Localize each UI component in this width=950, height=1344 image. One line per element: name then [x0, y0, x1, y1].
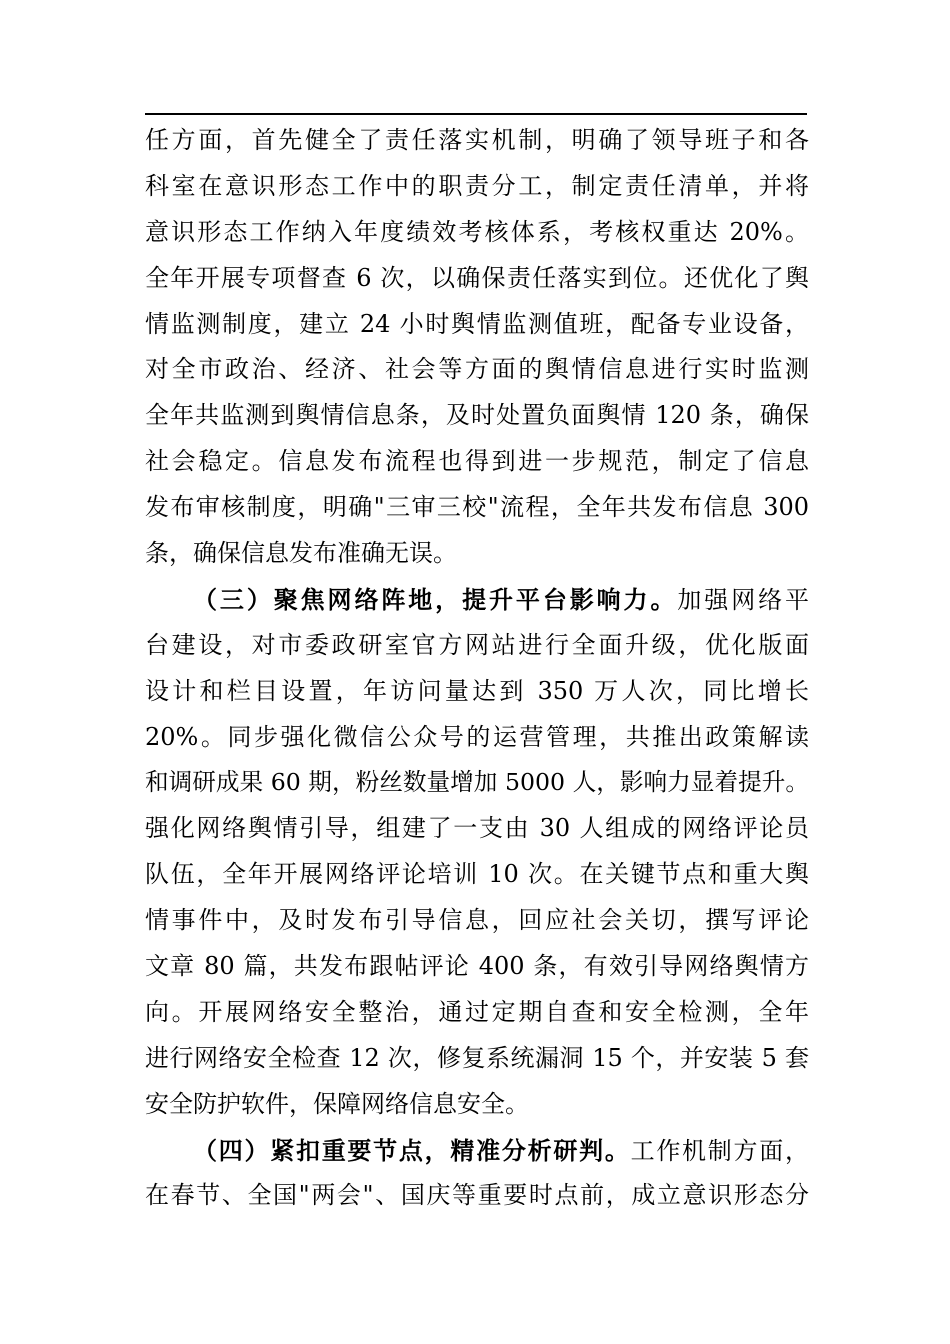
text-line: 条，确保信息发布准确无误。 [145, 539, 457, 568]
text-line: 和调研成果 60 期，粉丝数量增加 5000 人，影响力显着提升。 [145, 768, 809, 797]
text-line: 社会稳定。信息发布流程也得到进一步规范，制定了信息 [145, 447, 809, 476]
text-line: 进行网络安全检查 12 次，修复系统漏洞 15 个，并安装 5 套 [145, 1043, 809, 1072]
text-line: 在春节、全国"两会"、国庆等重要时点前，成立意识形态分 [145, 1181, 809, 1210]
header-rule [145, 113, 807, 115]
section-4-first-line-text: 工作机制方面， [630, 1136, 810, 1165]
text-line: 情事件中，及时发布引导信息，回应社会关切，撰写评论 [145, 906, 809, 935]
text-line: 科室在意识形态工作中的职责分工，制定责任清单，并将 [145, 171, 809, 200]
section-3-first-line [145, 577, 809, 623]
text-line: 向。开展网络安全整治，通过定期自查和安全检测，全年 [145, 997, 809, 1026]
paragraph-continuation [145, 118, 809, 577]
text-line: 对全市政治、经济、社会等方面的舆情信息进行实时监测 [145, 355, 809, 384]
text-line: 任方面，首先健全了责任落实机制，明确了领导班子和各 [145, 126, 809, 154]
section-3-first-line-text: 加强网络平 [677, 585, 810, 614]
text-line: 强化网络舆情引导，组建了一支由 30 人组成的网络评论员 [145, 814, 809, 843]
text-line: 意识形态工作纳入年度绩效考核体系，考核权重达 20%。 [145, 217, 809, 246]
text-line: 安全防护软件，保障网络信息安全。 [145, 1089, 529, 1118]
section-3-heading: （三）聚焦网络阵地，提升平台影响力。 [193, 584, 678, 614]
text-line: 台建设，对市委政研室官方网站进行全面升级，优化版面 [145, 630, 809, 659]
section-4-first-line [145, 1128, 809, 1174]
text-line: 文章 80 篇，共发布跟帖评论 400 条，有效引导网络舆情方 [145, 952, 809, 981]
text-line: 发布审核制度，明确"三审三校"流程，全年共发布信息 300 [145, 493, 809, 522]
section-4-heading: （四）紧扣重要节点，精准分析研判。 [193, 1135, 631, 1165]
text-line: 全年共监测到舆情信息条，及时处置负面舆情 120 条，确保 [145, 401, 809, 430]
text-line: 20%。同步强化微信公众号的运营管理，共推出政策解读 [145, 722, 809, 751]
document-body [145, 118, 809, 1219]
text-line: 队伍，全年开展网络评论培训 10 次。在关键节点和重大舆 [145, 860, 809, 889]
text-line: 全年开展专项督查 6 次，以确保责任落实到位。还优化了舆 [145, 263, 809, 292]
paragraph-section-3 [145, 577, 809, 1128]
text-line: 设计和栏目设置，年访问量达到 350 万人次，同比增长 [145, 676, 809, 705]
paragraph-section-4 [145, 1128, 809, 1220]
text-line: 情监测制度，建立 24 小时舆情监测值班，配备专业设备， [145, 309, 809, 338]
